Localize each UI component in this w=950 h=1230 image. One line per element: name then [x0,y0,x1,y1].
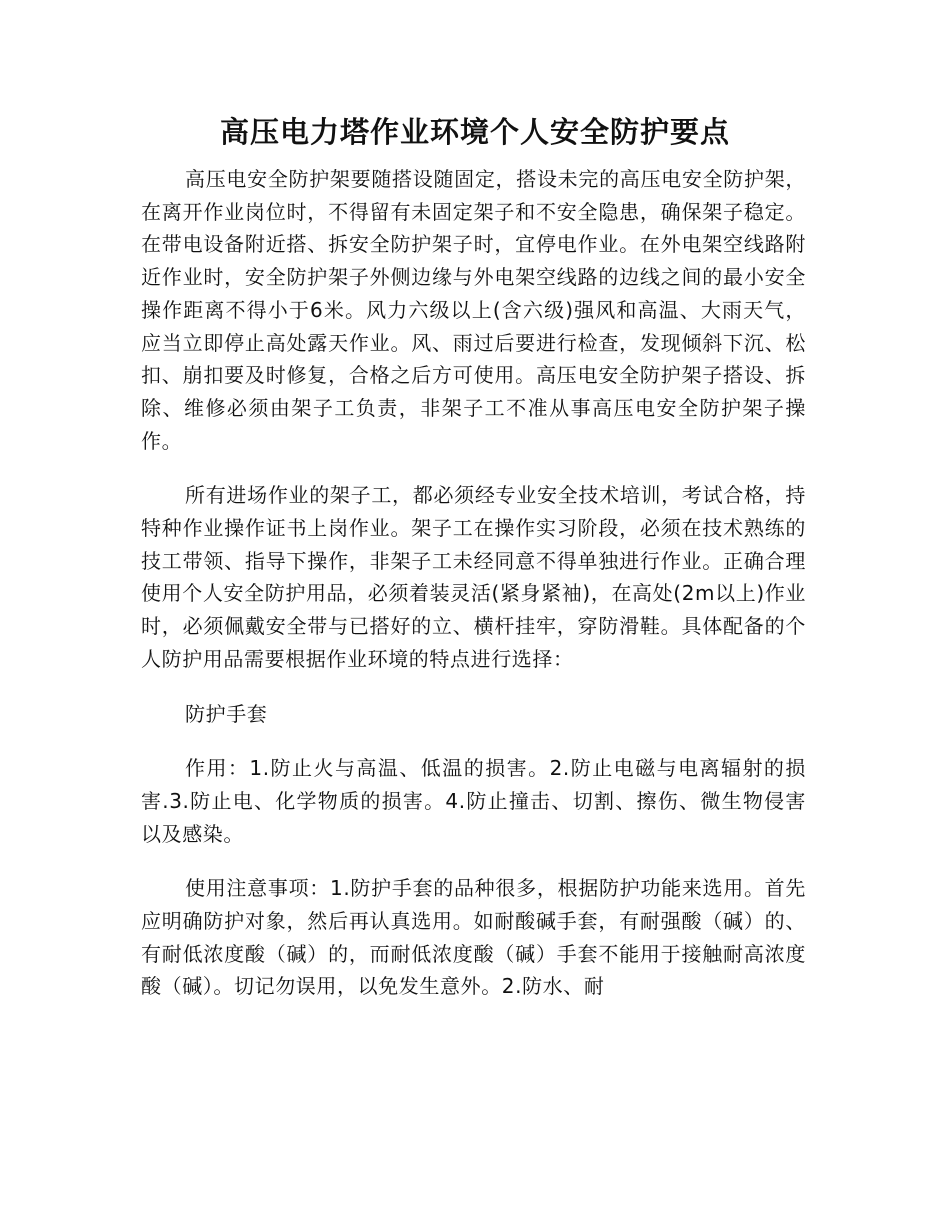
paragraph-scaffold-safety: 高压电安全防护架要随搭设随固定，搭设未完的高压电安全防护架，在离开作业岗位时，不得留有未固定架子和不安全隐患，确保架子稳定。在带电设备附近搭、拆安全防护架子时，宜停电作业。在外电架空线路附近作业时，安全防护架子外侧边缘与外电架空线路的边线之间的最小安全操作距离不得小于6米。风力六级以上(含六级)强风和高温、大雨天气，应当立即停止高处露天作业。风、雨过后要进行检查，发现倾斜下沉、松扣、崩扣要及时修复，合格之后方可使用。高压电安全防护架子搭设、拆除、维修必须由架子工负责，非架子工不准从事高压电安全防护架子操作。 [141,167,806,453]
document-body [141,163,806,1025]
document-title: 高压电力塔作业环境个人安全防护要点 [219,115,730,149]
paragraph-gloves-function: 作用：1.防止火与高温、低温的损害。2.防止电磁与电离辐射的损害.3.防止电、化学物质的损害。4.防止撞击、切割、擦伤、微生物侵害以及感染。 [141,756,806,846]
paragraph-scaffolder-requirements: 所有进场作业的架子工，都必须经专业安全技术培训，考试合格，持特种作业操作证书上岗作业。架子工在操作实习阶段，必须在技术熟练的技工带领、指导下操作，非架子工未经同意不得单独进行作业。正确合理使用个人安全防护用品，必须着装灵活(紧身紧袖)，在高处(2m以上)作业时，必须佩戴安全带与已搭好的立、横杆挂牢，穿防滑鞋。具体配备的个人防护用品需要根据作业环境的特点进行选择： [141,483,806,671]
section-heading-protective-gloves: 防护手套 [185,701,268,726]
paragraph-gloves-usage-notes: 使用注意事项：1.防护手套的品种很多，根据防护功能来选用。首先应明确防护对象，然后再认真选用。如耐酸碱手套，有耐强酸（碱）的、有耐低浓度酸（碱）的，而耐低浓度酸（碱）手套不能用于接触耐高浓度酸（碱）。切记勿误用，以免发生意外。2.防水、耐 [141,876,806,999]
